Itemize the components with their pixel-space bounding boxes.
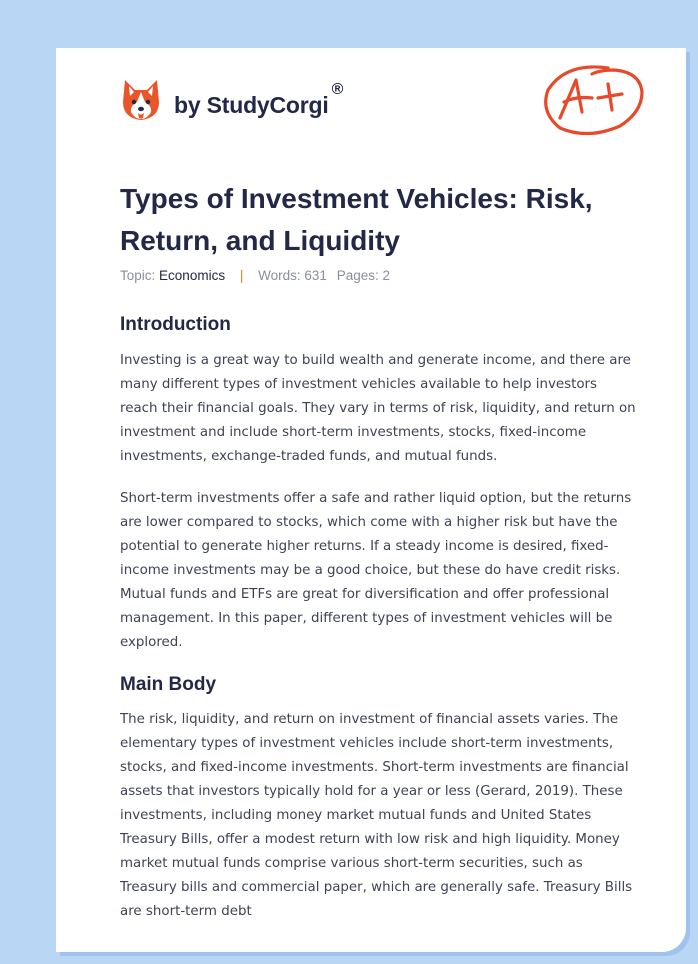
- corgi-icon: [122, 78, 160, 122]
- pages-count: 2: [382, 268, 391, 283]
- heading-introduction: Introduction: [120, 314, 231, 335]
- intro-paragraph-1: Investing is a great way to build wealth and generate income, and there are many different types of investment vehicles available to help investors reach their financial goals. They vary in terms of risk, liquidity, and return on investment and include short-term investments, stocks, fixed-income investments, exchange-traded funds, and mutual funds.: [120, 353, 636, 464]
- heading-main-body: Main Body: [120, 674, 217, 695]
- brand-logo[interactable]: [122, 78, 343, 122]
- intro-paragraph-2: Short-term investments offer a safe and rather liquid option, but the returns are lower compared to stocks, which come with a higher risk but have the potential to generate higher returns. If a steady income is desired, fixed-income investments may be a good choice, but these do have credit risks. Mutual funds and ETFs are great for diversification and offer professional management. In this paper, different types of investment vehicles will be explored.: [120, 491, 632, 650]
- words-label: Words:: [258, 268, 301, 283]
- document-page: [56, 48, 686, 952]
- a-plus-grade-icon: [538, 60, 648, 140]
- registered-mark: ®: [331, 81, 344, 98]
- meta-separator: |: [239, 268, 244, 283]
- topic-link[interactable]: Economics: [159, 268, 226, 283]
- main-body-paragraph-1: The risk, liquidity, and return on investment of financial assets varies. The elementary types of investment vehicles include short-term investments, stocks, and fixed-income investments. Short-term investments are financial assets that investors typically hold for a year or less (Gerard, 2019). These investments, including money market mutual funds and United States Treasury Bills, offer a modest return with low risk and high liquidity. Money market mutual funds comprise various short-term securities, such as Treasury bills and commercial paper, which are generally safe. Treasury Bills are short-term debt: [120, 712, 633, 919]
- topic-label: Topic:: [120, 268, 156, 283]
- words-count: 631: [304, 268, 327, 283]
- page-title: Types of Investment Vehicles: Risk, Return, and Liquidity: [120, 183, 593, 256]
- document-meta: [120, 268, 390, 283]
- pages-label: Pages:: [336, 268, 379, 283]
- brand-name: by StudyCorgi: [174, 91, 329, 118]
